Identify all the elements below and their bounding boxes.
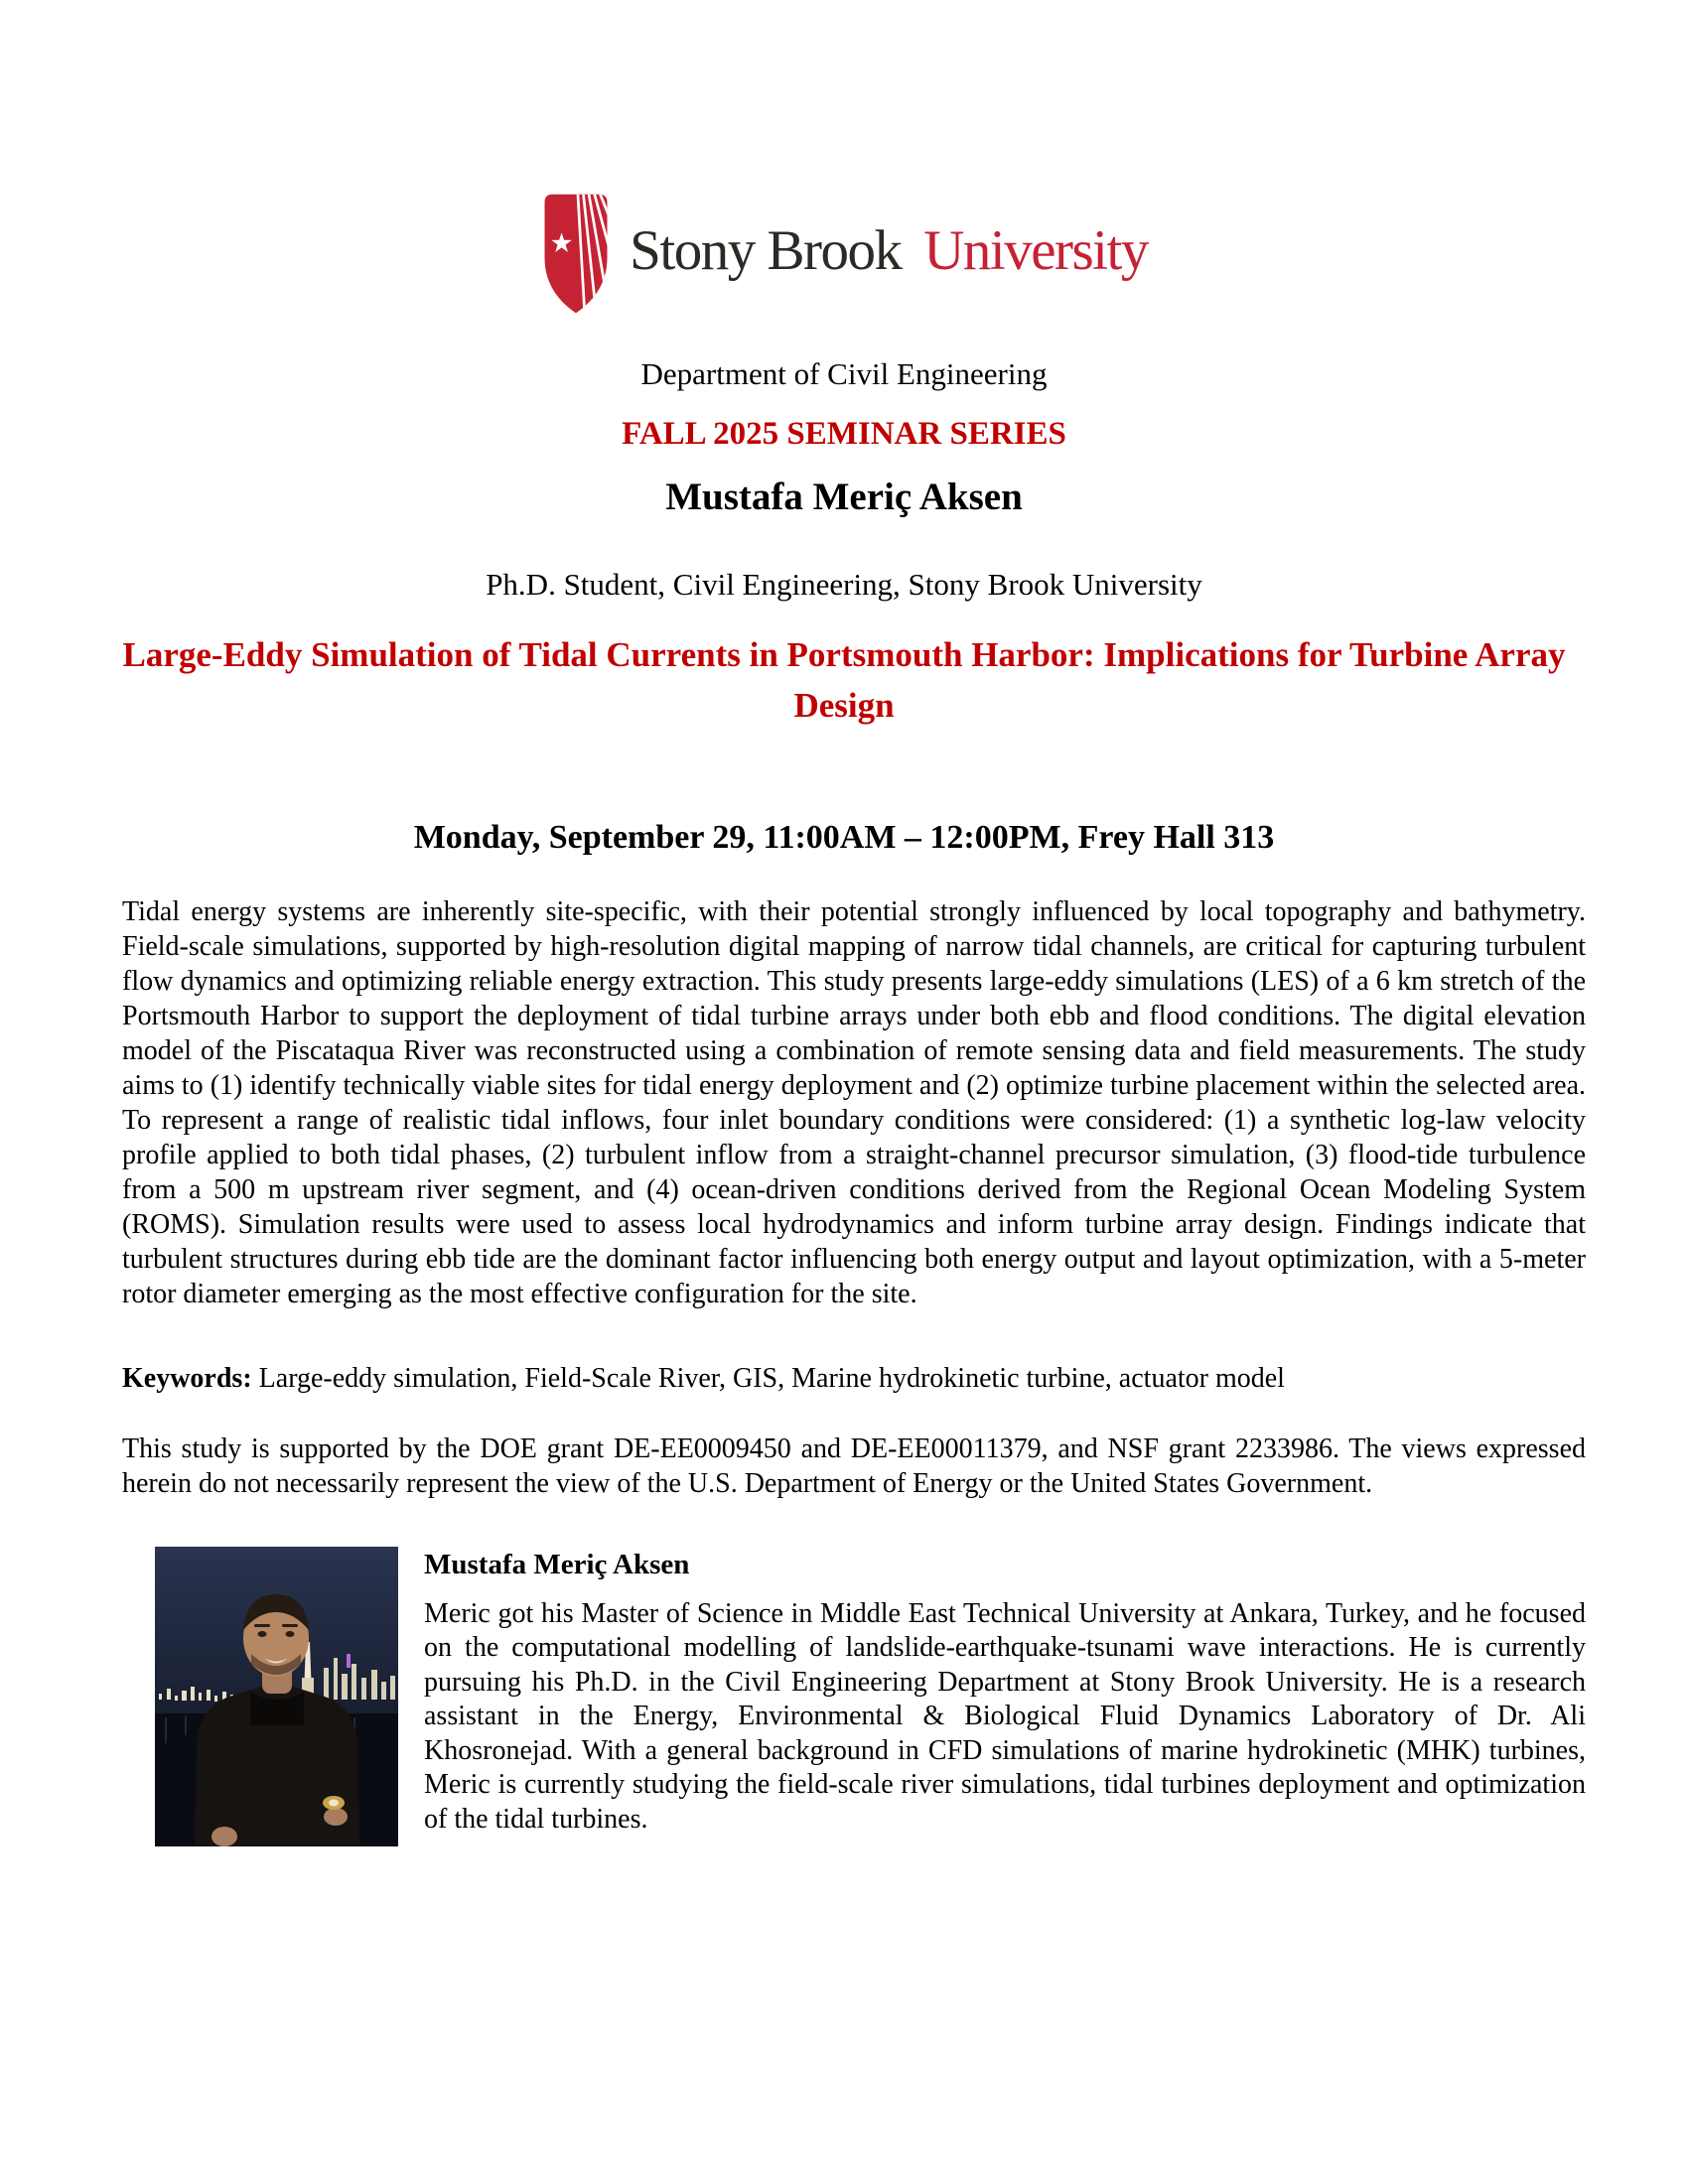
- bio-section: [155, 1547, 1586, 1846]
- bio-name: Mustafa Meriç Aksen: [424, 1548, 690, 1580]
- wordmark-university: University: [923, 218, 1148, 282]
- bio-paragraph: Meric got his Master of Science in Middle East Technical University at Ankara, Turkey, and he focused on the computational modelling of landslide-earthquake-tsunami wave interactions. He is currently pursuing his Ph.D. in the Civil Engineering Department at Stony Brook University. He is a research assistant in the Energy, Environmental & Biological Fluid Dynamics Laboratory of Dr. Ali Khosronejad. With a general background in CFD simulations of marine hydrokinetic (MHK) turbines, Meric is currently studying the field-scale river simulations, tidal turbines deployment and optimization of the tidal turbines.: [424, 1597, 1586, 1835]
- speaker-photo: [155, 1547, 398, 1846]
- seminar-series-title: FALL 2025 SEMINAR SERIES: [622, 416, 1066, 452]
- university-logo: [0, 0, 1688, 317]
- department-name: Department of Civil Engineering: [640, 356, 1048, 391]
- university-wordmark: [630, 218, 1148, 283]
- keywords-line: [122, 1361, 1586, 1396]
- keywords-list: Large-eddy simulation, Field-Scale River, GIS, Marine hydrokinetic turbine, actuator model: [258, 1362, 1285, 1394]
- speaker-affiliation: Ph.D. Student, Civil Engineering, Stony Brook University: [486, 567, 1202, 602]
- seminar-datetime-location: Monday, September 29, 11:00AM – 12:00PM, Frey Hall 313: [413, 818, 1275, 856]
- wordmark-stony-brook: Stony Brook: [630, 218, 902, 282]
- talk-title: Large-Eddy Simulation of Tidal Currents in Portsmouth Harbor: Implications for Turbine Array Design: [122, 635, 1566, 725]
- keywords-label: Keywords:: [122, 1362, 252, 1394]
- bio-text-block: [424, 1547, 1586, 1838]
- stony-brook-shield-icon: [540, 192, 612, 317]
- funding-statement: This study is supported by the DOE grant DE-EE0009450 and DE-EE00011379, and NSF grant 2233986. The views expressed herein do not necessarily represent the view of the U.S. Department of Energy or the United States Government.: [122, 1433, 1586, 1499]
- speaker-name: Mustafa Meriç Aksen: [665, 476, 1023, 518]
- abstract-paragraph: Tidal energy systems are inherently site-specific, with their potential strongly influenced by local topography and bathymetry. Field-scale simulations, supported by high-resolution digital mapping of narrow tidal channels, are critical for capturing turbulent flow dynamics and optimizing reliable energy extraction. This study presents large-eddy simulations (LES) of a 6 km stretch of the Portsmouth Harbor to support the deployment of tidal turbine arrays under both ebb and flood conditions. The digital elevation model of the Piscataqua River was reconstructed using a combination of remote sensing data and field measurements. The study aims to (1) identify technically viable sites for tidal energy deployment and (2) optimize turbine placement within the selected area. To represent a range of realistic tidal inflows, four inlet boundary conditions were considered: (1) a synthetic log-law velocity profile applied to both tidal phases, (2) turbulent inflow from a straight-channel precursor simulation, (3) flood-tide turbulence from a 500 m upstream river segment, and (4) ocean-driven conditions derived from the Regional Ocean Modeling System (ROMS). Simulation results were used to assess local hydrodynamics and inform turbine array design. Findings indicate that turbulent structures during ebb tide are the dominant factor influencing both energy output and layout optimization, with a 5-meter rotor diameter emerging as the most effective configuration for the site.: [122, 895, 1586, 1309]
